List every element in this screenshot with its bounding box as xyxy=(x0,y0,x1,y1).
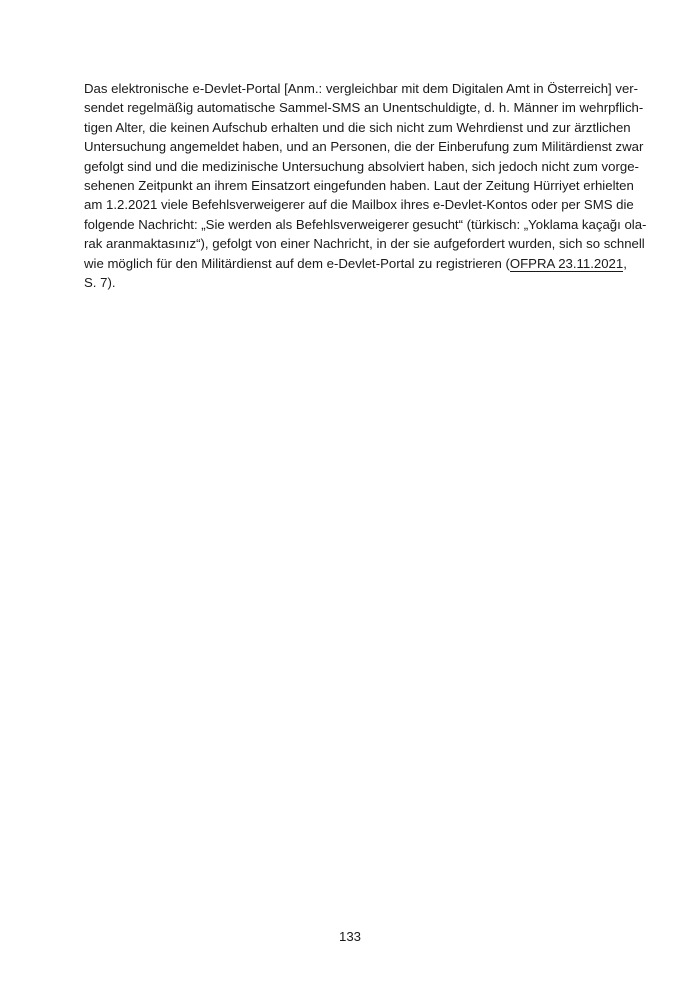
line-10-text: wie möglich für den Militärdienst auf dem e-Devlet-Portal zu registrieren ( xyxy=(84,255,510,271)
paragraph-line-8: folgende Nachricht: „Sie werden als Befehlsverweigerer gesucht“ (türkisch: „Yoklama kaçağı ola- xyxy=(84,216,647,232)
paragraph-line-5: gefolgt sind und die medizinische Untersuchung absolviert haben, sich jedoch nicht zum vorge- xyxy=(84,158,639,174)
paragraph-line-4: Untersuchung angemeldet haben, und an Personen, die der Einberufung zum Militärdienst zwar xyxy=(84,139,644,155)
line-10-comma: , xyxy=(623,255,627,271)
paragraph-line-9: rak aranmaktasınız“), gefolgt von einer Nachricht, in der sie aufgefordert wurden, sich so schnell xyxy=(84,236,645,252)
page-number: 133 xyxy=(338,929,361,944)
paragraph-line-11: S. 7). xyxy=(84,275,116,291)
paragraph-line-7: am 1.2.2021 viele Befehlsverweigerer auf die Mailbox ihres e-Devlet-Kontos oder per SMS die xyxy=(84,197,634,213)
reference-link-ofpra[interactable]: OFPRA 23.11.2021 xyxy=(509,255,624,271)
body-paragraph xyxy=(84,79,647,292)
paragraph-line-6: sehenen Zeitpunkt an ihrem Einsatzort eingefunden haben. Laut der Zeitung Hürriyet erhielten xyxy=(84,178,634,194)
paragraph-line-2: sendet regelmäßig automatische Sammel-SMS an Unentschuldigte, d. h. Männer im wehrpflich- xyxy=(84,100,644,116)
paragraph-line-3: tigen Alter, die keinen Aufschub erhalten und die sich nicht zum Wehrdienst und zur ärztlichen xyxy=(84,119,631,135)
paragraph-line-1: Das elektronische e-Devlet-Portal [Anm.: vergleichbar mit dem Digitalen Amt in Österreich] ver- xyxy=(84,81,639,96)
paragraph-line-10 xyxy=(84,254,627,273)
